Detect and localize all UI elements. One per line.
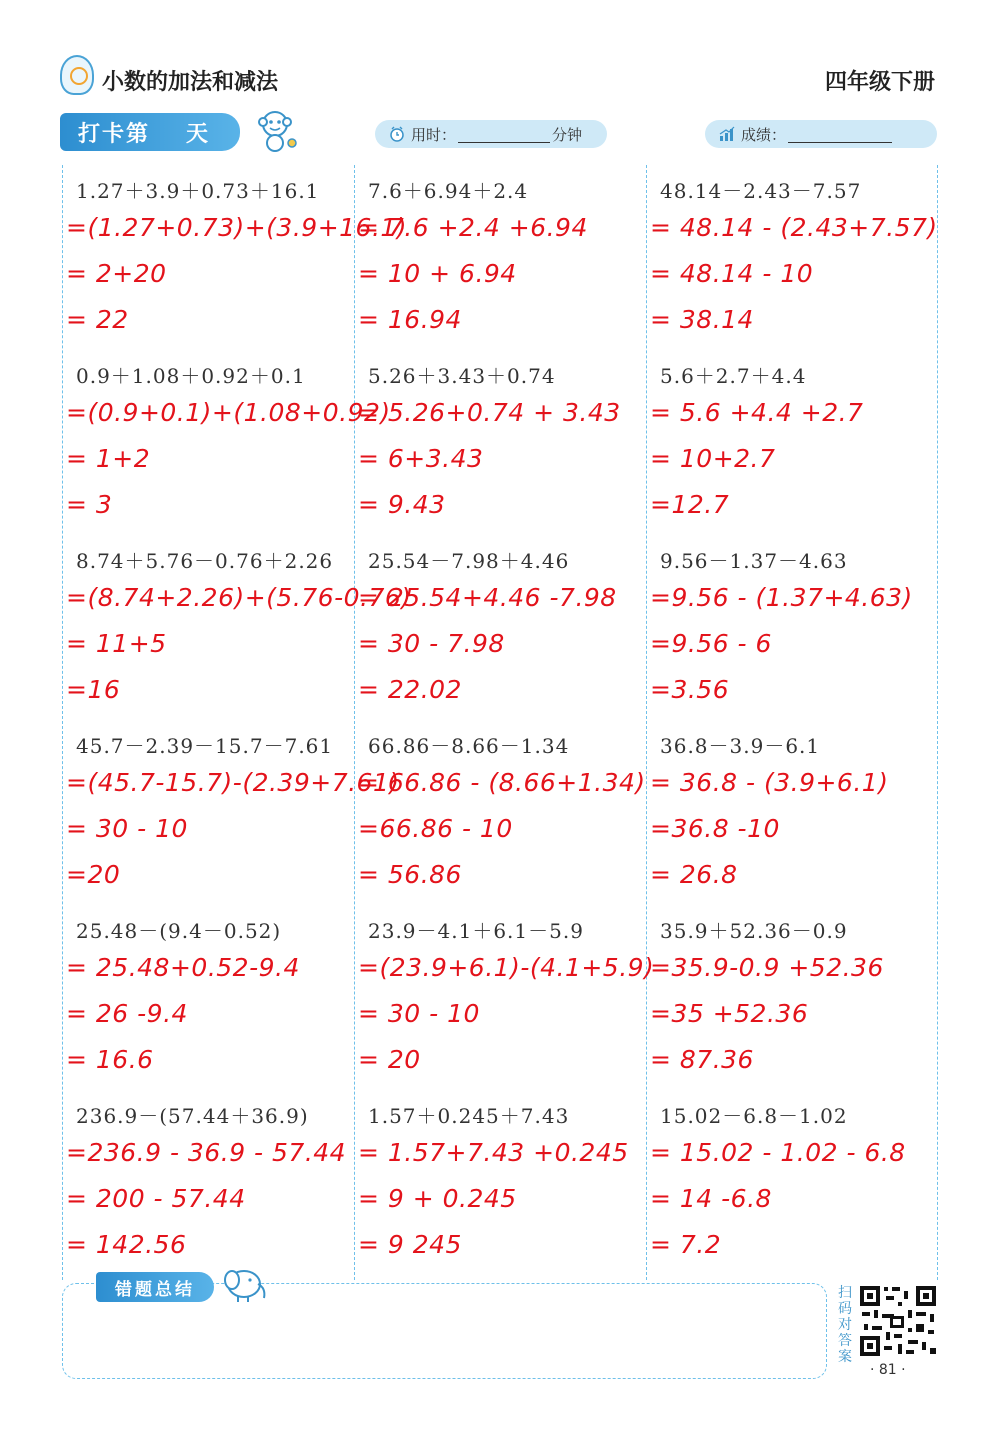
answer-step: = 30 - 10 [358,999,480,1028]
answer-step: = 87.36 [650,1045,754,1074]
answer-step: = 16.6 [66,1045,154,1074]
problem-cell [646,1090,938,1275]
problem-cell [354,165,646,350]
answer-step: = 11+5 [66,629,167,658]
answer-step: =12.7 [650,490,730,519]
checkin-day-suffix: 天 [186,121,211,147]
elephant-mascot-icon [218,1264,268,1304]
answer-step: = 25.48+0.52-9.4 [66,953,300,982]
problem-cell [62,350,391,535]
answer-step: = 10+2.7 [650,444,776,473]
time-field [375,120,607,148]
problem-cell [354,350,646,535]
clock-icon [389,126,405,142]
problem-question: 23.9－4.1＋6.1－5.9 [368,919,584,943]
problem-question: 15.02－6.8－1.02 [660,1104,848,1128]
qr-code-icon[interactable] [858,1284,938,1358]
problem-question: 45.7－2.39－15.7－7.61 [76,734,334,758]
answer-step: = 56.86 [358,860,462,889]
problem-question: 0.9＋1.08＋0.92＋0.1 [76,364,306,388]
scan-answer-label: 扫码对答案 [838,1285,852,1365]
problem-question: 35.9＋52.36－0.9 [660,919,848,943]
answer-step: = 2+20 [66,259,167,288]
problem-cell [354,720,646,905]
answer-step: = 36.8 - (3.9+6.1) [650,768,889,797]
problem-question: 25.54－7.98＋4.46 [368,549,570,573]
problem-question: 9.56－1.37－4.63 [660,549,848,573]
answer-step: = 20 [358,1045,421,1074]
answer-step: =9.56 - 6 [650,629,772,658]
time-blank [458,126,550,143]
problem-question: 66.86－8.66－1.34 [368,734,570,758]
answer-step: = 26.8 [650,860,738,889]
answer-step: = 30 - 7.98 [358,629,505,658]
problem-question: 48.14－2.43－7.57 [660,179,862,203]
grade-label: 四年级下册 [824,70,935,95]
problem-cell [354,535,646,720]
answer-step: = 30 - 10 [66,814,188,843]
page-number: · 81 · [870,1362,906,1378]
problem-question: 7.6＋6.94＋2.4 [368,179,529,203]
time-unit: 分钟 [552,125,583,144]
problem-question: 36.8－3.9－6.1 [660,734,821,758]
problem-cell [646,905,938,1090]
answer-step: = 9 + 0.245 [358,1184,517,1213]
problem-question: 1.27＋3.9＋0.73＋16.1 [76,179,320,203]
answer-step: = 6+3.43 [358,444,484,473]
problem-cell [646,350,938,535]
answer-step: = 1+2 [66,444,151,473]
answer-step: = 16.94 [358,305,462,334]
answer-step: =(8.74+2.26)+(5.76-0.76) [66,583,412,612]
score-blank [788,126,892,143]
answer-step: = 15.02 - 1.02 - 6.8 [650,1138,906,1167]
answer-step: = 1.57+7.43 +0.245 [358,1138,629,1167]
page-header [60,55,935,105]
answer-step: =66.86 - 10 [358,814,513,843]
score-chart-icon [719,126,735,142]
problem-cell [646,165,938,350]
answer-step: = 48.14 - (2.43+7.57) [650,213,938,242]
answer-step: = 3 [66,490,113,519]
answer-step: = 22 [66,305,129,334]
problem-question: 25.48－(9.4－0.52) [76,919,282,943]
answer-step: =35 +52.36 [650,999,809,1028]
answer-step: = 22.02 [358,675,462,704]
answer-step: = 142.56 [66,1230,187,1259]
answer-step: = 9.43 [358,490,446,519]
problem-question: 5.6＋2.7＋4.4 [660,364,807,388]
answer-step: = 14 -6.8 [650,1184,772,1213]
time-label: 用时： [411,125,457,144]
answer-step: =(45.7-15.7)-(2.39+7.61) [66,768,400,797]
answer-step: =(1.27+0.73)+(3.9+16.1) [66,213,408,242]
answer-step: = 26 -9.4 [66,999,188,1028]
answer-step: =20 [66,860,121,889]
problem-cell [62,905,354,1090]
problem-cell [646,535,938,720]
chapter-title: 小数的加法和减法 [102,70,279,95]
score-label: 成绩： [741,125,787,144]
problem-cell [354,905,655,1090]
answer-step: = 66.86 - (8.66+1.34) [358,768,646,797]
checkin-banner [60,113,938,153]
problem-grid [62,165,938,1280]
problem-cell [646,720,938,905]
answer-step: = 7.2 [650,1230,722,1259]
problem-cell [62,165,408,350]
problem-question: 1.57＋0.245＋7.43 [368,1104,570,1128]
problem-cell [62,720,400,905]
answer-step: =236.9 - 36.9 - 57.44 [66,1138,347,1167]
problem-question: 5.26＋3.43＋0.74 [368,364,556,388]
answer-step: =16 [66,675,121,704]
answer-step: = 25.54+4.46 -7.98 [358,583,617,612]
problem-cell [354,1090,646,1275]
answer-step: =3.56 [650,675,730,704]
problem-question: 8.74＋5.76－0.76＋2.26 [76,549,334,573]
answer-step: = 5.26+0.74 + 3.43 [358,398,621,427]
answer-step: =9.56 - (1.37+4.63) [650,583,913,612]
book-logo-icon [60,55,94,95]
score-field [705,120,937,148]
answer-step: =(0.9+0.1)+(1.08+0.92) [66,398,391,427]
answer-step: = 5.6 +4.4 +2.7 [650,398,864,427]
checkin-tab [60,113,240,151]
answer-step: = 7.6 +2.4 +6.94 [358,213,588,242]
problem-cell [62,1090,354,1275]
answer-step: =36.8 -10 [650,814,780,843]
checkin-day-prefix: 打卡第 [78,121,151,147]
answer-step: =35.9-0.9 +52.36 [650,953,884,982]
answer-step: = 200 - 57.44 [66,1184,246,1213]
mistake-summary-label: 错题总结 [96,1272,214,1302]
answer-step: = 9 245 [358,1230,462,1259]
monkey-mascot-icon [252,107,298,153]
answer-step: =(23.9+6.1)-(4.1+5.9) [358,953,655,982]
answer-step: = 48.14 - 10 [650,259,814,288]
answer-step: = 38.14 [650,305,754,334]
problem-question: 236.9－(57.44＋36.9) [76,1104,309,1128]
answer-step: = 10 + 6.94 [358,259,517,288]
